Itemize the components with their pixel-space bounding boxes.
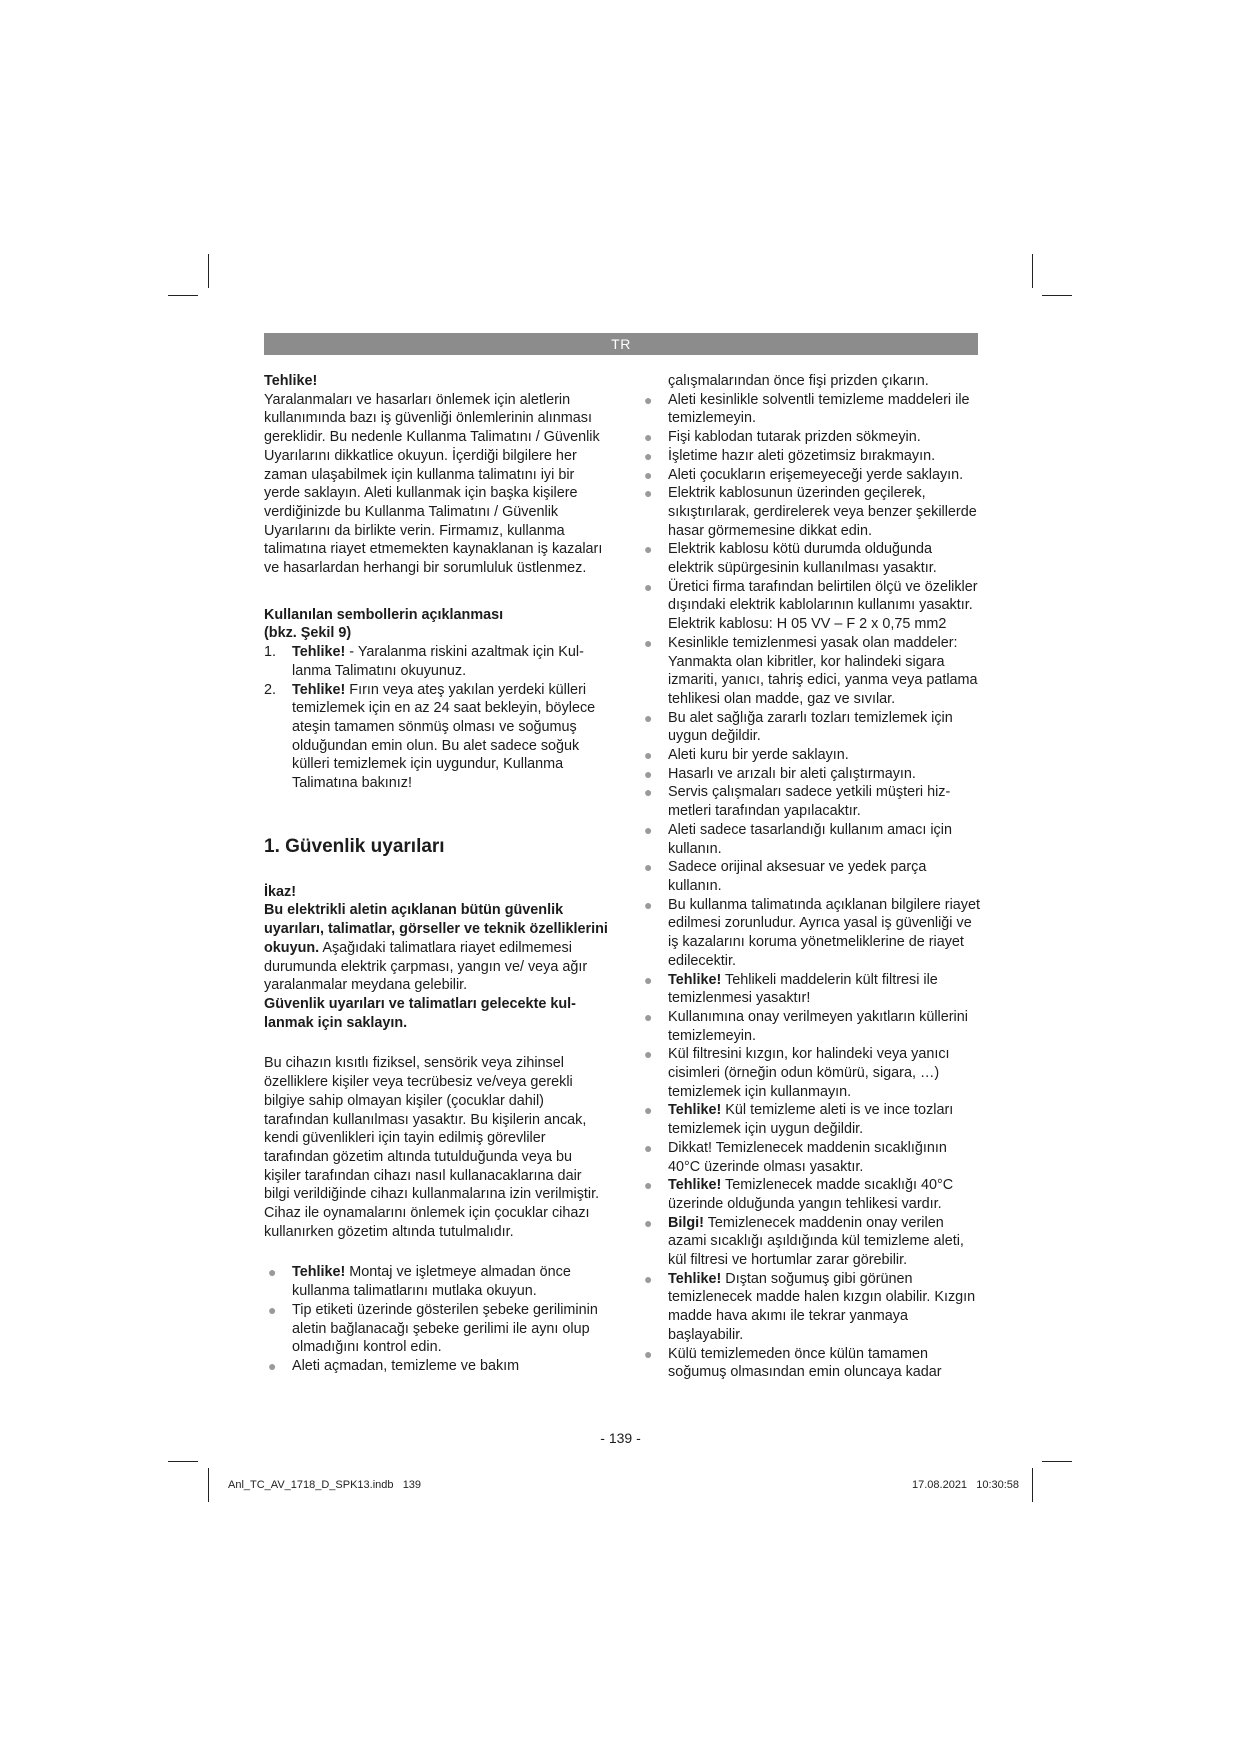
list-item	[640, 634, 980, 709]
bullet-icon: ●	[644, 391, 653, 408]
keep-instructions: Güvenlik uyarıları ve talimatları gelecekte kullanmak için saklayın.	[264, 995, 576, 1031]
list-item	[640, 709, 980, 746]
item-text: Fişi kablodan tutarak prizden sökmeyin.	[668, 429, 921, 446]
bullet-icon: ●	[644, 1102, 653, 1119]
warning-bold: Bu elektrikli aletin açıklanan bütün güvenlik uyarıları, talimatlar, görseller ve teknik özelliklerini okuyun.	[264, 902, 608, 956]
item-bold: Tehlike!	[668, 971, 722, 988]
item-text: Kesinlikle temizlenmesi yasak olan maddeler: Yanmakta olan kibritler, kor halindeki sigara izmariti, yanıcı, tahriş edici, yanma veya patlama tehlikesi olan madde, gaz ve sıvılar.	[668, 634, 978, 707]
footer-file-name: Anl_TC_AV_1718_D_SPK13.indb 139	[228, 1479, 422, 1491]
list-item	[640, 971, 980, 1008]
bullet-icon: ●	[644, 466, 653, 483]
list-item	[640, 896, 980, 971]
bullet-icon: ●	[644, 859, 653, 876]
warning-title: İkaz!	[264, 883, 296, 900]
symbol-item	[264, 681, 610, 793]
crop-mark-top-right-vertical	[1032, 254, 1033, 288]
item-text: Kül filtresini kızgın, kor halindeki veya yanıcı cisimleri (örneğin odun kömürü, sigara, …) temizlemek için kullanmayın.	[668, 1046, 950, 1100]
bullet-icon: ●	[644, 1270, 653, 1287]
item-text: Servis çalışmaları sadece yetkili müşteri hizmetleri tarafından yapılacaktır.	[668, 784, 951, 820]
bullet-icon: ●	[644, 447, 653, 464]
item-text: Aleti kuru bir yerde saklayın.	[668, 747, 849, 764]
list-item	[640, 821, 980, 858]
warning-paragraph	[264, 901, 610, 995]
item-text: Montaj ve işletmeye almadan önce kullanma talimatlarını mutlaka okuyun.	[292, 1264, 571, 1300]
item-text: Üretici firma tarafından belirtilen ölçü ve özelikler dışındaki elektrik kablolarının kullanımı yasaktır. Elektrik kablosu: H 05 VV – F 2 x 0,75 mm2	[668, 578, 978, 633]
left-column	[264, 372, 610, 1376]
list-item	[640, 1139, 980, 1176]
item-bold: Tehlike!	[668, 1270, 722, 1287]
bullet-icon: ●	[644, 896, 653, 913]
language-header-band	[264, 333, 978, 355]
crop-mark-bottom-right-horizontal	[1042, 1461, 1072, 1462]
bullet-icon: ●	[644, 765, 653, 782]
bullet-icon: ●	[644, 1139, 653, 1156]
crop-mark-bottom-left-vertical	[208, 1468, 209, 1502]
bullet-icon: ●	[644, 1177, 653, 1194]
bullet-icon: ●	[644, 1214, 653, 1231]
crop-mark-top-left-horizontal	[168, 295, 198, 296]
item-text: Elektrik kablosu kötü durumda olduğunda elektrik süpürgesinin kullanılması yasaktır.	[668, 541, 937, 577]
item-text: Aleti çocukların erişemeyeceği yerde saklayın.	[668, 466, 964, 483]
bullet-icon: ●	[644, 784, 653, 801]
bullet-icon: ●	[644, 429, 653, 446]
symbol-number: 2.	[264, 681, 277, 698]
symbol-bold: Tehlike!	[292, 681, 346, 698]
list-item	[640, 1101, 980, 1138]
list-item	[640, 1270, 980, 1345]
bullet-icon: ●	[644, 634, 653, 651]
list-item	[264, 1301, 610, 1357]
item-text: Tip etiketi üzerinde gösterilen şebeke geriliminin aletin bağlanacağı şebeke gerilimi ile aynı olup olmadığını kontrol edin.	[292, 1301, 598, 1356]
bullet-icon: ●	[268, 1357, 277, 1374]
item-text: Kullanımına onay verilmeyen yakıtların küllerini temizlemeyin.	[668, 1008, 968, 1044]
list-item	[640, 746, 980, 765]
item-text: Temizlenecek madde sıcaklığı 40°C üzerinde olduğunda yangın tehlikesi vardır.	[668, 1177, 954, 1212]
bullet-icon: ●	[644, 821, 653, 838]
section-heading: 1. Güvenlik uyarıları	[264, 835, 445, 857]
list-item	[640, 1008, 980, 1045]
bullet-icon: ●	[268, 1301, 277, 1318]
bullet-icon: ●	[644, 971, 653, 988]
item-text: Dikkat! Temizlenecek maddenin sıcaklığının 40°C üzerinde olması yasaktır.	[668, 1139, 947, 1175]
list-item	[640, 1345, 980, 1382]
item-text: Bu kullanma talimatında açıklanan bilgilere riayet edilmesi zorunludur. Ayrıca yasal iş güvenliği ve iş kazalarını koruma yönetmeliklerine de riayet edilecektir.	[668, 896, 980, 969]
bullet-icon: ●	[644, 709, 653, 726]
item-bold: Tehlike!	[668, 1177, 722, 1194]
symbols-title: Kullanılan sembollerin açıklanması	[264, 606, 504, 623]
symbol-bold: Tehlike!	[292, 644, 346, 661]
bullet-icon: ●	[644, 578, 653, 595]
crop-mark-top-left-vertical	[208, 254, 209, 288]
item-bold: Tehlike!	[668, 1102, 722, 1119]
bullet-icon: ●	[644, 1046, 653, 1063]
bullet-icon: ●	[644, 1008, 653, 1025]
symbol-text: Fırın veya ateş yakılan yerdeki külleri temizlemek için en az 24 saat bekleyin, böylece ateşin tamamen sönmüş olması ve soğumuş olduğundan emin olun. Bu alet sadece soğuk külleri temizlemek için uygundur, Kullanma Talimatına bakınız!	[292, 681, 596, 792]
list-item	[640, 540, 980, 577]
crop-mark-bottom-left-horizontal	[168, 1461, 198, 1462]
language-label: TR	[611, 336, 631, 352]
right-bullet-list	[640, 391, 980, 1382]
item-text: Tehlikeli maddelerin kült filtresi ile temizlenmesi yasaktır!	[668, 971, 938, 1007]
list-item	[640, 578, 980, 634]
bullet-icon: ●	[644, 541, 653, 558]
list-item	[640, 1176, 980, 1213]
list-item	[264, 1263, 610, 1300]
restricted-persons-paragraph: Bu cihazın kısıtlı fiziksel, sensörik veya zihinsel özelliklere kişiler veya tecrübesiz ve/veya gerekli bilgiye sahip olmayan kişiler (çocuklar dahil) tarafından kullanılması yasaktır. Bu kişilerin ancak, kendi güvenlikleri için tayin edilmiş görevliler tarafından gözetim altında tutulduğunda veya bu kişiler tarafından cihazı nasıl kullanacaklarına dair bilgi verildiğinde cihazı kullanmalarına izin verilmiştir. Cihaz ile oynamalarını önlemek için çocuklar cihazı kullanırken gözetim altında tutulmalıdır.	[264, 1055, 600, 1240]
item-text: Temizlenecek maddenin onay verilen azami sıcaklığı aşıldığında kül temizleme aleti, kül filtresi ve hortumlar zarar görebilir.	[668, 1214, 964, 1269]
footer-timestamp: 17.08.2021 10:30:58	[912, 1479, 1020, 1491]
item-bold: Tehlike!	[292, 1264, 346, 1281]
right-column	[640, 372, 980, 1382]
bullet-icon: ●	[268, 1264, 277, 1281]
crop-mark-bottom-right-vertical	[1032, 1468, 1033, 1502]
list-item	[640, 484, 980, 540]
bullet-icon: ●	[644, 747, 653, 764]
list-item	[640, 428, 980, 447]
symbol-text: - Yaralanma riskini azaltmak için Kullanma Talimatını okuyunuz.	[292, 644, 584, 679]
item-text: İşletime hazır aleti gözetimsiz bırakmayın.	[668, 447, 936, 464]
list-item	[640, 466, 980, 485]
danger-title: Tehlike!	[264, 373, 318, 389]
item-bold: Bilgi!	[668, 1214, 704, 1231]
left-bullet-list	[264, 1263, 610, 1375]
bullet-icon: ●	[644, 485, 653, 502]
continuation-line: çalışmalarından önce fişi prizden çıkarın.	[668, 373, 929, 389]
symbols-subtitle: (bkz. Şekil 9)	[264, 625, 352, 642]
item-text: Dıştan soğumuş gibi görünen temizlenecek madde halen kızgın olabilir. Kızgın madde hava akımı ile tekrar yanmaya başlayabilir.	[668, 1270, 976, 1343]
bullet-icon: ●	[644, 1345, 653, 1362]
symbol-item	[264, 643, 610, 680]
item-text: Aleti açmadan, temizleme ve bakım	[292, 1357, 520, 1374]
item-text: Kül temizleme aleti is ve ince tozları temizlemek için uygun değildir.	[668, 1102, 954, 1138]
list-item	[640, 1045, 980, 1101]
warning-text: Aşağıdaki talimatlara riayet edilmemesi durumunda elektrik çarpması, yangın ve/ veya ağır yaralanmalar meydana gelebilir.	[264, 939, 588, 994]
item-text: Aleti kesinlikle solventli temizleme maddeleri ile temizlemeyin.	[668, 391, 970, 427]
list-item	[640, 858, 980, 895]
item-text: Elektrik kablosunun üzerinden geçilerek, sıkıştırılarak, gerdirelerek veya benzer şekillerde hasar görmemesine dikkat edin.	[668, 485, 977, 539]
symbol-number: 1.	[264, 644, 277, 661]
list-item	[264, 1357, 610, 1376]
list-item	[640, 1214, 980, 1270]
crop-mark-top-right-horizontal	[1042, 295, 1072, 296]
list-item	[640, 783, 980, 820]
item-text: Aleti sadece tasarlandığı kullanım amacı için kullanın.	[668, 821, 952, 857]
symbols-list	[264, 643, 610, 793]
list-item	[640, 765, 980, 784]
item-text: Hasarlı ve arızalı bir aleti çalıştırmayın.	[668, 765, 916, 782]
item-text: Bu alet sağlığa zararlı tozları temizlemek için uygun değildir.	[668, 709, 953, 745]
item-text: Sadece orijinal aksesuar ve yedek parça kullanın.	[668, 859, 927, 894]
list-item	[640, 391, 980, 428]
item-text: Külü temizlemeden önce külün tamamen soğumuş olmasından emin oluncaya kadar	[668, 1345, 942, 1381]
list-item	[640, 447, 980, 466]
danger-paragraph: Yaralanmaları ve hasarları önlemek için aletlerin kullanımında bazı iş güvenliği önlemlerinin alınması gereklidir. Bu nedenle Kullanma Talimatını / Güvenlik Uyarılarını dikkatlice okuyun. İçerdiği bilgilere her zaman ulaşabilmek için kullanma talimatını iyi bir yerde saklayın. Aleti kullanmak için başka kişilere verdiğinizde bu Kullanma Talimatını / Güvenlik Uyarılarını da birlikte verin. Firmamız, kullanma talimatına riayet etmemekten kaynaklanan iş kazaları ve hasarlardan herhangi bir sorumluluk üstlenmez.	[264, 391, 603, 577]
page-number: - 139 -	[600, 1430, 641, 1446]
